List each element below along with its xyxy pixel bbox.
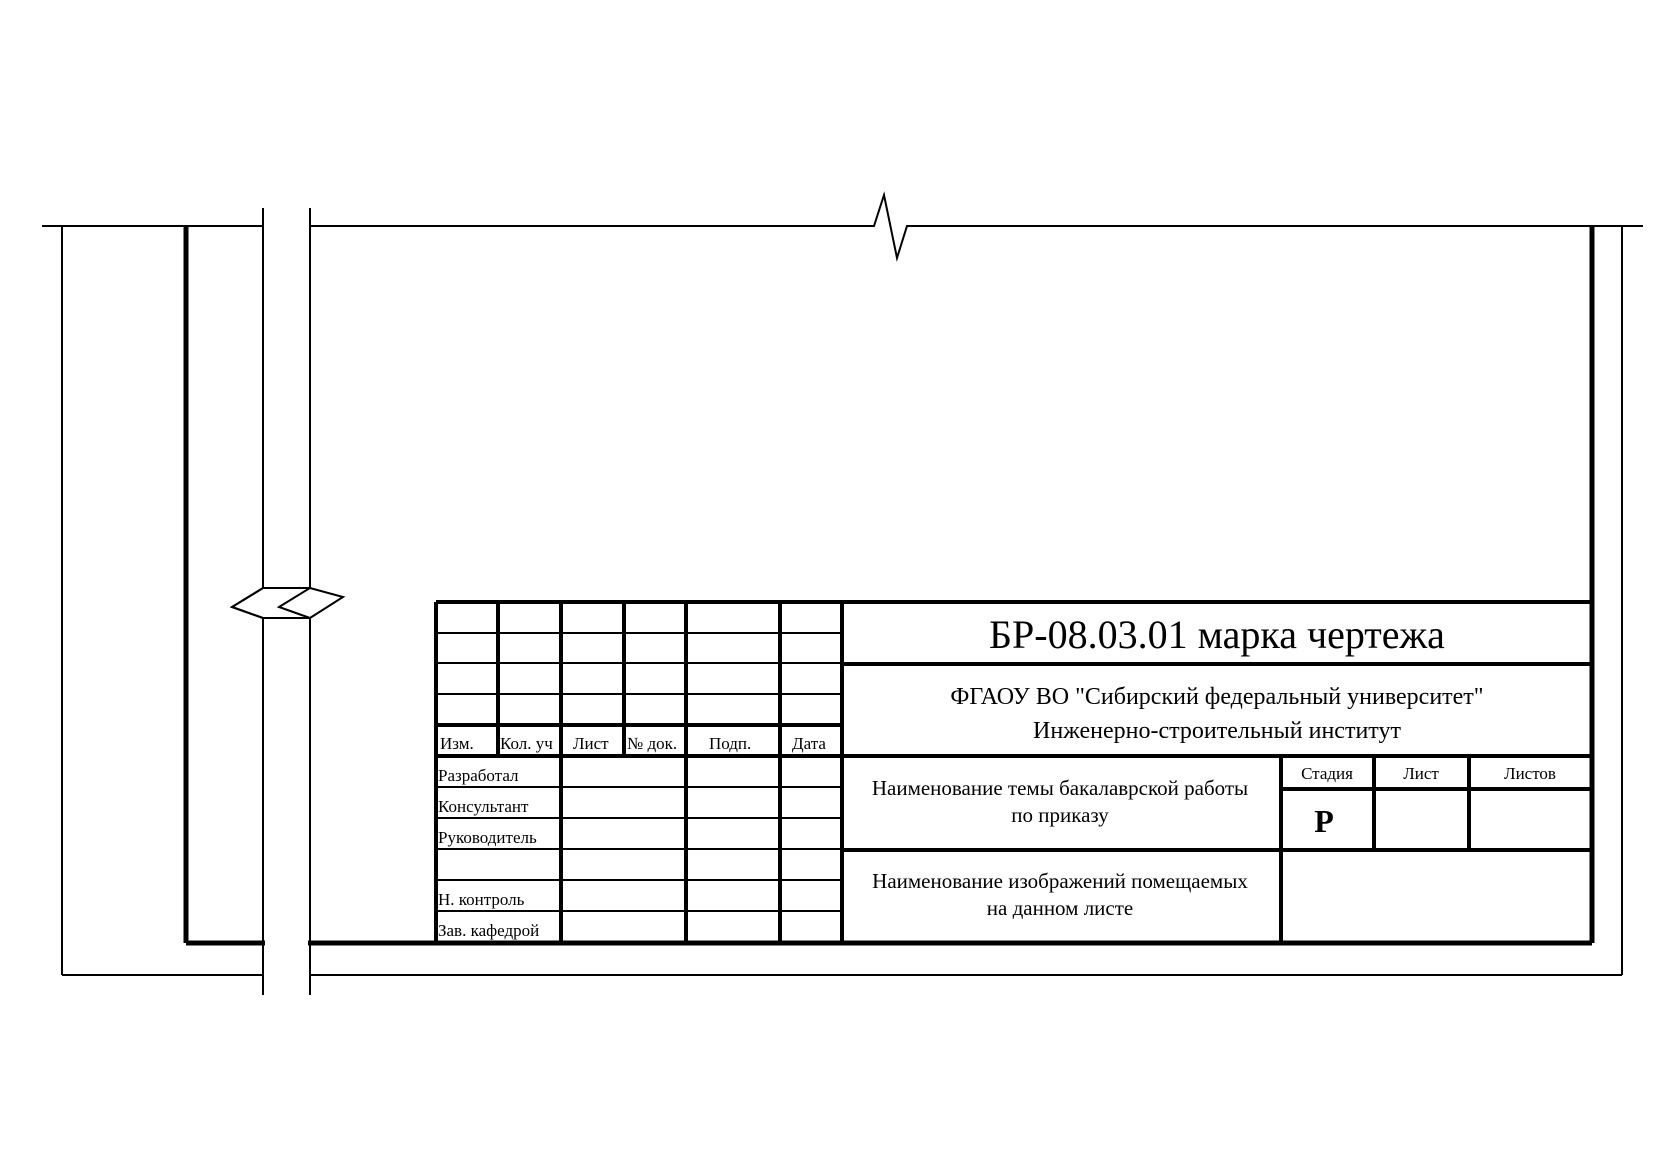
break-zigzag-upper [232, 588, 263, 618]
thesis-topic-line2: по приказу [1011, 803, 1109, 827]
stage-value: Р [1314, 803, 1334, 839]
sheet-content-line1: Наименование изображений помещаемых [872, 869, 1248, 893]
role-consultant: Консультант [438, 797, 529, 816]
break-line-left [232, 208, 263, 995]
header-list: Лист [573, 734, 609, 753]
header-signature: Подп. [709, 734, 752, 753]
header-kol-uch: Кол. уч [500, 734, 553, 753]
drawing-frame [186, 226, 1592, 943]
header-izm: Изм. [440, 734, 474, 753]
title-block [436, 602, 1592, 943]
stage-header: Стадия [1301, 764, 1353, 783]
role-norm-control: Н. контроль [438, 890, 525, 909]
thesis-topic-line1: Наименование темы бакалаврской работы [871, 776, 1249, 800]
break-line-right [279, 208, 310, 995]
header-doc-number: № док. [627, 734, 678, 753]
sheet-content-line2: на данном листе [986, 896, 1134, 920]
header-date: Дата [792, 734, 826, 753]
sheets-header: Листов [1504, 764, 1556, 783]
role-developed: Разработал [438, 766, 519, 785]
institute-name: Инженерно-строительный институт [1033, 718, 1401, 744]
role-head-of-department: Зав. кафедрой [438, 921, 540, 940]
binding-break-mark [232, 208, 343, 995]
top-edge-break [310, 195, 1643, 258]
sheet-header: Лист [1403, 764, 1439, 783]
role-labels [438, 766, 539, 940]
organization-name: ФГАОУ ВО "Сибирский федеральный университет" [950, 684, 1484, 710]
role-supervisor: Руководитель [438, 828, 537, 847]
document-code: БР-08.03.01 марка чертежа [989, 612, 1445, 657]
